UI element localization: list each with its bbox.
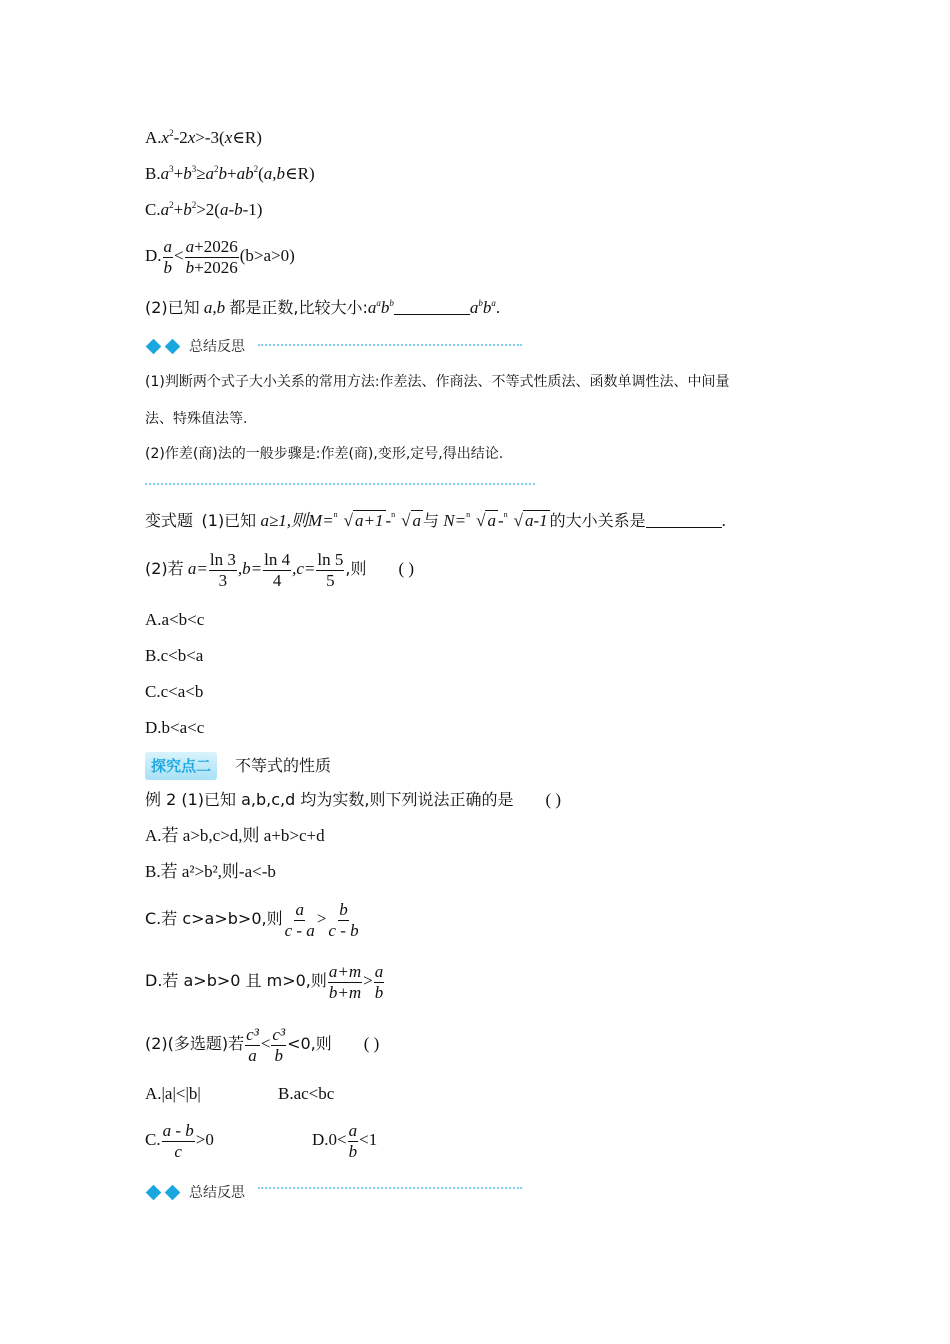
example-2-choice-b: B.ac<bc	[278, 1084, 335, 1103]
variant-option-c: C.c<a<b	[145, 682, 204, 701]
dotted-divider-2	[258, 1187, 522, 1189]
example-2-option-b: B.若 a²>b²,则-a<-b	[145, 862, 276, 881]
variant-question-2: (2)若 a= $\frac{\ln 3}{3}$ ,b= $\frac{\ln 4}{4}$ ,c= $\frac{\ln 5}{5}$ ,则 ( )	[145, 549, 415, 590]
example-2-option-d: D.若 a>b>0 且 m>0,则 $\frac{a+m}{b+m}$ > $\frac{a}{b}$	[145, 961, 384, 1002]
summary-header-1: 总结反思	[145, 336, 245, 356]
dotted-divider	[258, 344, 522, 346]
diamond-icon	[145, 341, 181, 352]
diamond-icon	[145, 1187, 181, 1198]
summary-line-2: 法、特殊值法等.	[145, 411, 248, 427]
variant-option-a: A.a<b<c	[145, 610, 205, 629]
example-2-choice-c: C. $\frac{a - b}{c}$ >0	[145, 1120, 214, 1161]
option-d: D. $\frac{a}{b}$ < $\frac{a+2026}{b+2026}$ (b>a>0)	[145, 236, 295, 277]
section-badge: 探究点二	[145, 752, 217, 780]
section-header	[145, 752, 331, 780]
option-b: $B.a^3+b^3\ge a^2b+ab^2(a,b\in R)$	[145, 164, 315, 183]
summary-line-3: (2)作差(商)法的一般步骤是:作差(商),变形,定号,得出结论.	[145, 446, 504, 462]
example-2-stem: 例 2 (1)已知 a,b,c,d 均为实数,则下列说法正确的是 ( )	[145, 790, 562, 809]
option-a: $A.x^2-2x>-3(x\in R)$	[145, 128, 262, 147]
option-c: $C.a^2+b^2>2(a-b-1)$	[145, 200, 263, 219]
section-title: 不等式的性质	[235, 756, 332, 775]
answer-blank[interactable]	[394, 300, 470, 315]
example-2-option-c: C.若 c>a>b>0,则 $\frac{a}{c - a}$ > $\frac{b}{c - b}$	[145, 899, 359, 940]
variant-option-b: B.c<b<a	[145, 646, 204, 665]
question-2: (2)已知 a,b 都是正数,比较大小$:a^ab^b$ $a^bb^a$.	[145, 298, 501, 317]
example-2-choice-d: D.0< $\frac{a}{b}$ <1	[312, 1120, 378, 1161]
example-2-choice-a: A.|a|<|b|	[145, 1084, 201, 1103]
variant-option-d: D.b<a<c	[145, 718, 205, 737]
summary-header-2: 总结反思	[145, 1182, 245, 1202]
answer-blank-variant[interactable]	[646, 513, 722, 528]
variant-question-1: 变式题 (1)已知 a≥1,则M= n √ a+1 - n √ a 与 N= n √ a - n √ a-1 的大小关系是 .	[145, 510, 726, 530]
example-2-part-2: (2)(多选题)若 $\frac{\text{c³}}{a}$ < $\frac{\text{c³}}{b}$ <0,则 ( )	[145, 1024, 380, 1065]
example-2-option-a: A.若 a>b,c>d,则 a+b>c+d	[145, 826, 325, 845]
summary-line-1: (1)判断两个式子大小关系的常用方法:作差法、作商法、不等式性质法、函数单调性法、中间量	[145, 374, 730, 390]
dotted-divider-bottom	[145, 483, 535, 485]
